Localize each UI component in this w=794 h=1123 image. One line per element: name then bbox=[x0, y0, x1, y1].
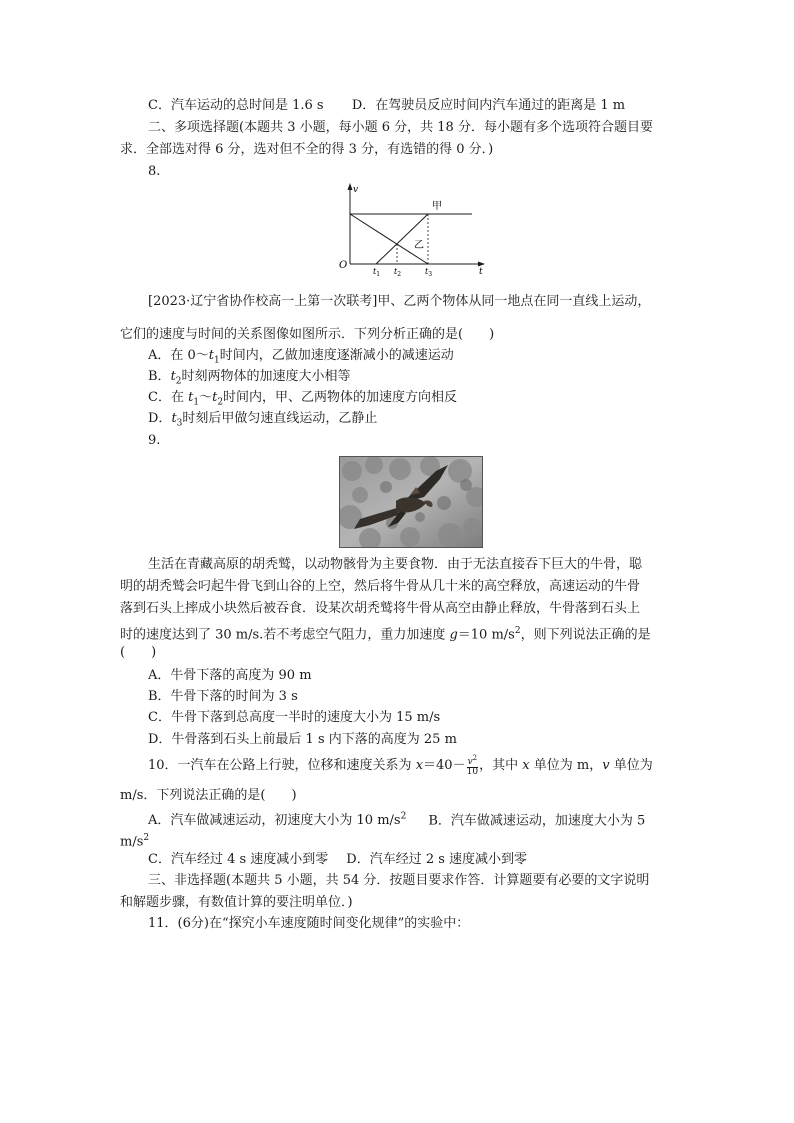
q11-stem: 11．(6分)在“探究小车速度随时间变化规律”的实验中： bbox=[148, 916, 470, 931]
line-yi bbox=[350, 214, 428, 264]
q8-number: 8. bbox=[148, 164, 161, 179]
t-axis-arrow bbox=[478, 262, 485, 267]
label-jia: 甲 bbox=[432, 201, 442, 212]
q9-option-b: B．牛骨下落的时间为 3 s bbox=[148, 689, 298, 704]
q8-stem-line2: 它们的速度与时间的关系图像如图所示．下列分析正确的是( ) bbox=[120, 327, 495, 342]
q10-stem-line1: 10．一汽车在公路上行驶，位移和速度关系为 x＝40－ $\frac{v^2}{10}$ ，其中 x 单位为 m，v 单位为 bbox=[148, 754, 653, 777]
q8-option-c: C．在 $t_1\sim t_2$时间内，甲、乙两物体的加速度方向相反 bbox=[148, 390, 458, 408]
origin-label: O bbox=[339, 260, 348, 271]
section3-header-line1: 三、非选择题(本题共 5 小题，共 54 分．按题目要求作答．计算题要有必要的文字说明 bbox=[148, 873, 650, 888]
q10-option-b-cont: $m/s^2$ bbox=[120, 833, 150, 850]
q10-options-cd bbox=[148, 851, 527, 869]
q8-option-a: A．在 $0\sim t_1$时间内，乙做加速度逐渐减小的减速运动 bbox=[148, 348, 454, 366]
tick-t1: $t_1$ bbox=[373, 267, 381, 276]
q10-options-ab bbox=[148, 808, 645, 830]
q9-option-d: D．牛骨落到石头上前最后 1 s 内下落的高度为 25 m bbox=[148, 732, 457, 747]
section2-header-line1: 二、多项选择题(本题共 3 小题，每小题 6 分，共 18 分．每小题有多个选项符合题目要 bbox=[148, 120, 653, 135]
vulture-photo bbox=[339, 456, 483, 548]
tick-t3: $t_3$ bbox=[425, 267, 433, 276]
q10-stem-line2: m/s．下列说法正确的是( ) bbox=[120, 788, 297, 803]
q9-stem-line2: 明的胡秃鹫会叼起牛骨飞到山谷的上空，然后将牛骨从几十米的高空释放，高速运动的牛骨 bbox=[120, 579, 641, 594]
axis-t-label: t bbox=[479, 267, 483, 276]
q9-stem-line1: 生活在青藏高原的胡秃鹫，以动物骸骨为主要食物．由于无法直接吞下巨大的牛骨，聪 bbox=[148, 557, 643, 572]
q10-option-a: A．汽车做减速运动，初速度大小为 10 $m/s^2$ bbox=[148, 812, 407, 829]
q9-stem-line4: 时的速度达到了 30 m/s.若不考虑空气阻力，重力加速度 g＝10 $m/s^2$，则下列说法正确的是 bbox=[120, 626, 651, 643]
vulture-photo-drawing bbox=[340, 457, 482, 547]
q10-fraction: $\frac{v^2}{10}$ bbox=[466, 754, 479, 777]
label-yi: 乙 bbox=[414, 240, 424, 251]
velocity-time-graph bbox=[336, 180, 492, 276]
tick-t2: $t_2$ bbox=[394, 267, 402, 276]
q7-options-cd bbox=[148, 97, 625, 115]
q7-option-d: D．在驾驶员反应时间内汽车通过的距离是 1 m bbox=[351, 98, 626, 113]
q7-option-c: C．汽车运动的总时间是 1.6 s bbox=[148, 98, 324, 113]
q8-option-b: B．$t_2$时刻两物体的加速度大小相等 bbox=[148, 369, 351, 387]
line-rising bbox=[376, 214, 428, 264]
q10-option-b: B．汽车做减速运动，加速度大小为 5 bbox=[428, 813, 646, 829]
q10-option-d: D．汽车经过 2 s 速度减小到零 bbox=[346, 852, 528, 867]
section3-header-line2: 和解题步骤，有数值计算的要注明单位．) bbox=[120, 895, 353, 910]
section2-header-line2: 求．全部选对得 6 分，选对但不全的得 3 分，有选错的得 0 分．) bbox=[120, 142, 494, 157]
q9-stem-line5: ( ) bbox=[120, 645, 157, 660]
q9-option-a: A．牛骨下落的高度为 90 m bbox=[148, 668, 312, 683]
q9-option-c: C．牛骨下落到总高度一半时的速度大小为 15 m/s bbox=[148, 710, 441, 725]
q9-stem-line3: 落到石头上摔成小块然后被吞食．设某次胡秃鹫将牛骨从高空由静止释放，牛骨落到石头上 bbox=[120, 601, 641, 616]
axis-v-label: v bbox=[353, 185, 359, 195]
v-axis-arrow bbox=[348, 183, 353, 190]
q8-option-d: D．$t_3$时刻后甲做匀速直线运动，乙静止 bbox=[148, 411, 378, 429]
q10-option-c: C．汽车经过 4 s 速度减小到零 bbox=[148, 852, 329, 867]
q8-stem-line1: [2023·辽宁省协作校高一上第一次联考]甲、乙两个物体从同一地点在同一直线上运动， bbox=[148, 294, 651, 309]
q9-number: 9. bbox=[148, 433, 161, 448]
